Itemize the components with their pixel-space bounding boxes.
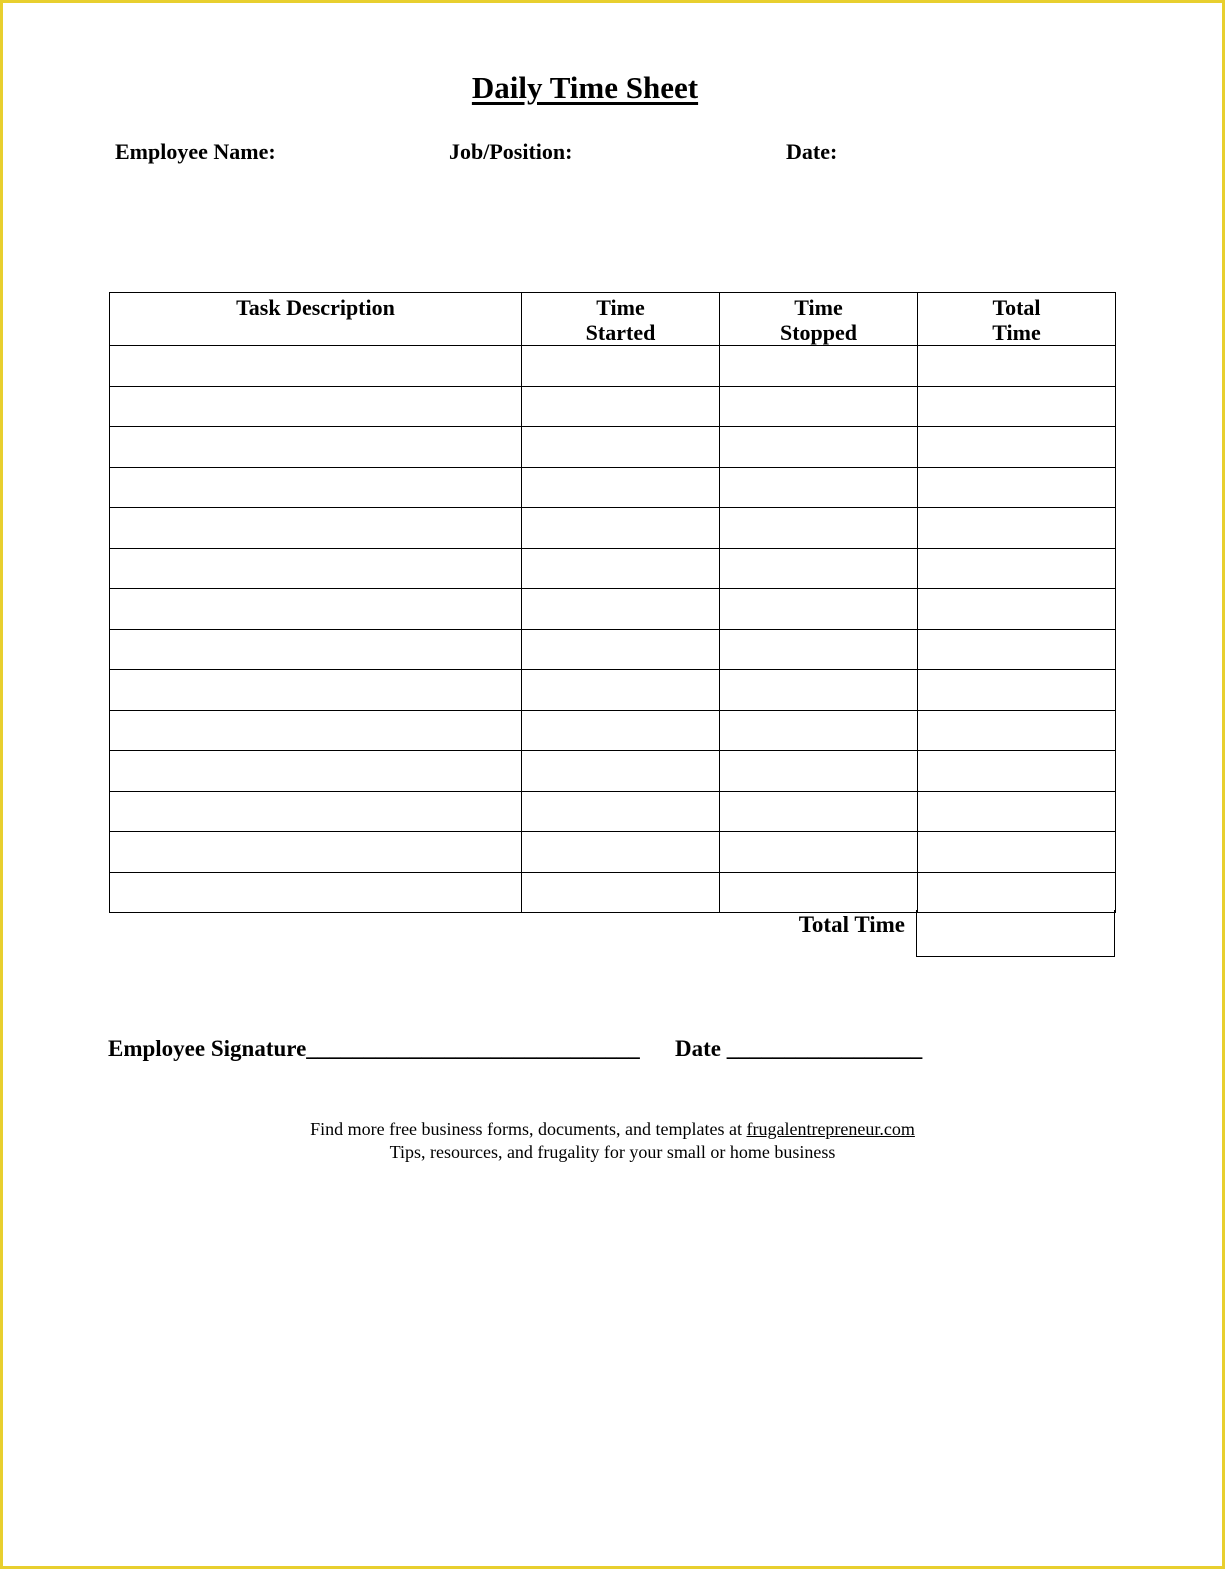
time-started-cell[interactable] [522, 589, 720, 630]
column-header-total-time [918, 293, 1116, 346]
column-header-line: Stopped [779, 320, 858, 345]
table-row [110, 386, 1116, 427]
task-description-cell[interactable] [110, 832, 522, 873]
employee-name-label: Employee Name: [115, 139, 276, 164]
table-row [110, 710, 1116, 751]
time-started-cell[interactable] [522, 629, 720, 670]
task-description-cell[interactable] [110, 670, 522, 711]
time-started-cell[interactable] [522, 670, 720, 711]
time-stopped-cell[interactable] [720, 508, 918, 549]
footer-line-2: Tips, resources, and frugality for your small or home business [389, 1142, 836, 1162]
total-time-cell[interactable] [918, 386, 1116, 427]
time-started-cell[interactable] [522, 467, 720, 508]
time-started-cell[interactable] [522, 832, 720, 873]
time-stopped-cell[interactable] [720, 346, 918, 387]
column-header-task-description [110, 293, 522, 346]
task-description-cell[interactable] [110, 548, 522, 589]
total-time-cell[interactable] [918, 710, 1116, 751]
time-stopped-cell[interactable] [720, 548, 918, 589]
time-started-cell[interactable] [522, 427, 720, 468]
total-time-cell[interactable] [918, 872, 1116, 913]
total-time-cell[interactable] [918, 508, 1116, 549]
signature-date-line: Date _________________ [675, 1036, 923, 1061]
time-started-cell[interactable] [522, 710, 720, 751]
time-started-cell[interactable] [522, 508, 720, 549]
task-description-cell[interactable] [110, 589, 522, 630]
table-row [110, 589, 1116, 630]
total-time-label: Total Time [798, 912, 905, 937]
footer-text: Find more free business forms, documents, and templates at [310, 1119, 747, 1139]
time-stopped-cell[interactable] [720, 872, 918, 913]
task-description-cell[interactable] [110, 872, 522, 913]
time-stopped-cell[interactable] [720, 629, 918, 670]
task-description-cell[interactable] [110, 346, 522, 387]
table-row [110, 629, 1116, 670]
table-row [110, 467, 1116, 508]
total-time-cell[interactable] [918, 467, 1116, 508]
task-description-cell[interactable] [110, 710, 522, 751]
task-description-cell[interactable] [110, 467, 522, 508]
column-header-line: Total [992, 295, 1041, 320]
column-header-line: Time [992, 320, 1041, 345]
time-stopped-cell[interactable] [720, 670, 918, 711]
time-stopped-cell[interactable] [720, 710, 918, 751]
total-time-cell[interactable] [918, 791, 1116, 832]
time-started-cell[interactable] [522, 751, 720, 792]
time-stopped-cell[interactable] [720, 791, 918, 832]
task-description-cell[interactable] [110, 629, 522, 670]
column-header-time-stopped [720, 293, 918, 346]
column-header-line: Time [596, 295, 645, 320]
total-time-cell[interactable] [918, 832, 1116, 873]
time-stopped-cell[interactable] [720, 589, 918, 630]
table-row [110, 832, 1116, 873]
task-description-cell[interactable] [110, 386, 522, 427]
total-time-cell[interactable] [918, 751, 1116, 792]
table-row [110, 670, 1116, 711]
column-header-line: Time [794, 295, 843, 320]
time-stopped-cell[interactable] [720, 386, 918, 427]
table-row [110, 791, 1116, 832]
column-header-line: Started [585, 320, 656, 345]
total-time-cell[interactable] [918, 548, 1116, 589]
total-time-field[interactable] [916, 910, 1115, 957]
footer-line-1 [0, 1119, 1225, 1140]
page-title: Daily Time Sheet [471, 70, 699, 105]
table-row [110, 751, 1116, 792]
task-description-cell[interactable] [110, 751, 522, 792]
column-header-line: Task Description [236, 295, 395, 320]
table-row [110, 508, 1116, 549]
time-started-cell[interactable] [522, 386, 720, 427]
total-time-cell[interactable] [918, 629, 1116, 670]
table-row [110, 346, 1116, 387]
time-started-cell[interactable] [522, 791, 720, 832]
employee-signature-line: Employee Signature_____________________________ [108, 1036, 640, 1061]
time-sheet-table [109, 292, 1116, 913]
time-stopped-cell[interactable] [720, 832, 918, 873]
time-started-cell[interactable] [522, 548, 720, 589]
job-position-label: Job/Position: [449, 139, 573, 164]
column-header-time-started [522, 293, 720, 346]
table-body [110, 346, 1116, 913]
date-label: Date: [786, 139, 838, 164]
time-stopped-cell[interactable] [720, 427, 918, 468]
frugalentrepreneur-link[interactable]: frugalentrepreneur.com [746, 1119, 915, 1139]
task-description-cell[interactable] [110, 427, 522, 468]
table-row [110, 872, 1116, 913]
task-description-cell[interactable] [110, 791, 522, 832]
total-time-cell[interactable] [918, 589, 1116, 630]
total-time-cell[interactable] [918, 670, 1116, 711]
task-description-cell[interactable] [110, 508, 522, 549]
time-started-cell[interactable] [522, 872, 720, 913]
table-row [110, 548, 1116, 589]
time-stopped-cell[interactable] [720, 751, 918, 792]
total-time-cell[interactable] [918, 346, 1116, 387]
table-row [110, 427, 1116, 468]
total-time-cell[interactable] [918, 427, 1116, 468]
time-stopped-cell[interactable] [720, 467, 918, 508]
table-header-row [110, 293, 1116, 346]
time-started-cell[interactable] [522, 346, 720, 387]
